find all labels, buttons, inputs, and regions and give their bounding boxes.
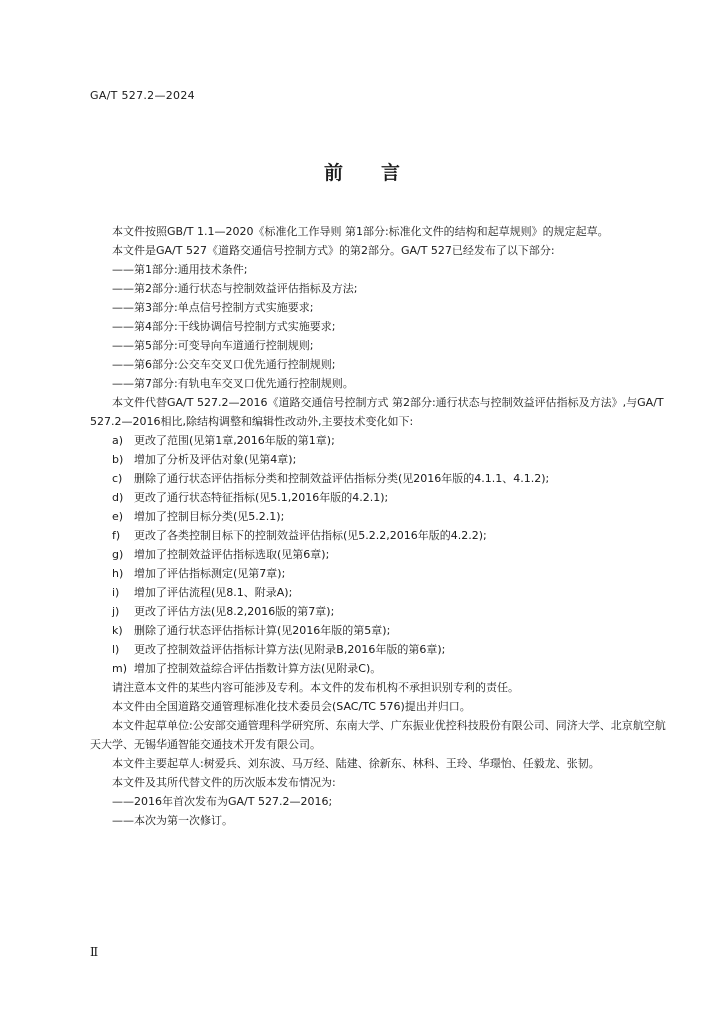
document-body xyxy=(90,222,670,830)
change-item xyxy=(90,564,670,583)
change-label: l) xyxy=(112,643,120,656)
change-item xyxy=(90,507,670,526)
change-label: b) xyxy=(112,453,124,466)
change-label: k) xyxy=(112,624,123,637)
change-text: 更改了各类控制目标下的控制效益评估指标(见5.2.2,2016年版的4.2.2); xyxy=(134,529,487,542)
change-item xyxy=(90,431,670,450)
doc-code: GA/T 527.2—2024 xyxy=(90,89,195,102)
change-text: 增加了控制效益评估指标选取(见第6章); xyxy=(134,548,330,561)
change-text: 更改了通行状态特征指标(见5.1,2016年版的4.2.1); xyxy=(134,491,389,504)
change-label: a) xyxy=(112,434,124,447)
change-label: c) xyxy=(112,472,123,485)
change-label: g) xyxy=(112,548,124,561)
change-label: m) xyxy=(112,662,128,675)
page-title: 前言 xyxy=(323,162,438,184)
paragraph-replacement: 本文件代替GA/T 527.2—2016《道路交通信号控制方式 第2部分:通行状态与控制效益评估指标及方法》,与GA/T 527.2—2016相比,除结构调整和编辑性改动外,主要技术变化如下: xyxy=(90,396,664,428)
change-item xyxy=(90,659,670,678)
paragraph-drafting-rules: 本文件按照GB/T 1.1—2020《标准化工作导则 第1部分:标准化文件的结构和起草规则》的规定起草。 xyxy=(112,225,609,238)
change-text: 增加了评估指标测定(见第7章); xyxy=(134,567,286,580)
part-item: ——第6部分:公交车交叉口优先通行控制规则; xyxy=(112,358,336,371)
change-text: 删除了通行状态评估指标分类和控制效益评估指标分类(见2016年版的4.1.1、4.1.2); xyxy=(134,472,550,485)
part-item: ——第2部分:通行状态与控制效益评估指标及方法; xyxy=(112,282,358,295)
change-item xyxy=(90,545,670,564)
change-item xyxy=(90,450,670,469)
paragraph-series-intro: 本文件是GA/T 527《道路交通信号控制方式》的第2部分。GA/T 527已经发布了以下部分: xyxy=(112,244,555,257)
part-item: ——第1部分:通用技术条件; xyxy=(112,263,248,276)
paragraph-drafting-units: 本文件起草单位:公安部交通管理科学研究所、东南大学、广东振业优控科技股份有限公司、同济大学、北京航空航天大学、无锡华通智能交通技术开发有限公司。 xyxy=(90,719,666,751)
change-item xyxy=(90,640,670,659)
part-item: ——第7部分:有轨电车交叉口优先通行控制规则。 xyxy=(112,377,354,390)
change-item xyxy=(90,621,670,640)
change-label: e) xyxy=(112,510,124,523)
change-text: 增加了控制目标分类(见5.2.1); xyxy=(134,510,285,523)
part-item: ——第3部分:单点信号控制方式实施要求; xyxy=(112,301,314,314)
paragraph-committee: 本文件由全国道路交通管理标准化技术委员会(SAC/TC 576)提出并归口。 xyxy=(112,700,471,713)
history-item: ——2016年首次发布为GA/T 527.2—2016; xyxy=(112,795,333,808)
part-item: ——第4部分:干线协调信号控制方式实施要求; xyxy=(112,320,336,333)
change-label: h) xyxy=(112,567,124,580)
paragraph-history-intro: 本文件及其所代替文件的历次版本发布情况为: xyxy=(112,776,336,789)
change-text: 更改了控制效益评估指标计算方法(见附录B,2016年版的第6章); xyxy=(134,643,446,656)
page-number: Ⅱ xyxy=(90,945,99,959)
change-text: 增加了评估流程(见8.1、附录A); xyxy=(134,586,293,599)
change-item xyxy=(90,602,670,621)
change-label: d) xyxy=(112,491,124,504)
change-text: 增加了分析及评估对象(见第4章); xyxy=(134,453,297,466)
change-text: 删除了通行状态评估指标计算(见2016年版的第5章); xyxy=(134,624,391,637)
change-label: f) xyxy=(112,529,121,542)
change-item xyxy=(90,526,670,545)
change-label: j) xyxy=(112,605,120,618)
change-item xyxy=(90,488,670,507)
change-text: 更改了评估方法(见8.2,2016版的第7章); xyxy=(134,605,335,618)
change-label: i) xyxy=(112,586,120,599)
history-item: ——本次为第一次修订。 xyxy=(112,814,233,827)
change-text: 更改了范围(见第1章,2016年版的第1章); xyxy=(134,434,335,447)
change-text: 增加了控制效益综合评估指数计算方法(见附录C)。 xyxy=(134,662,382,675)
change-item xyxy=(90,583,670,602)
paragraph-drafters: 本文件主要起草人:树爱兵、刘东波、马万经、陆建、徐新东、林科、王玲、华璟怡、任毅龙、张韧。 xyxy=(112,757,600,770)
paragraph-patent-notice: 请注意本文件的某些内容可能涉及专利。本文件的发布机构不承担识别专利的责任。 xyxy=(112,681,519,694)
part-item: ——第5部分:可变导向车道通行控制规则; xyxy=(112,339,314,352)
change-item xyxy=(90,469,670,488)
